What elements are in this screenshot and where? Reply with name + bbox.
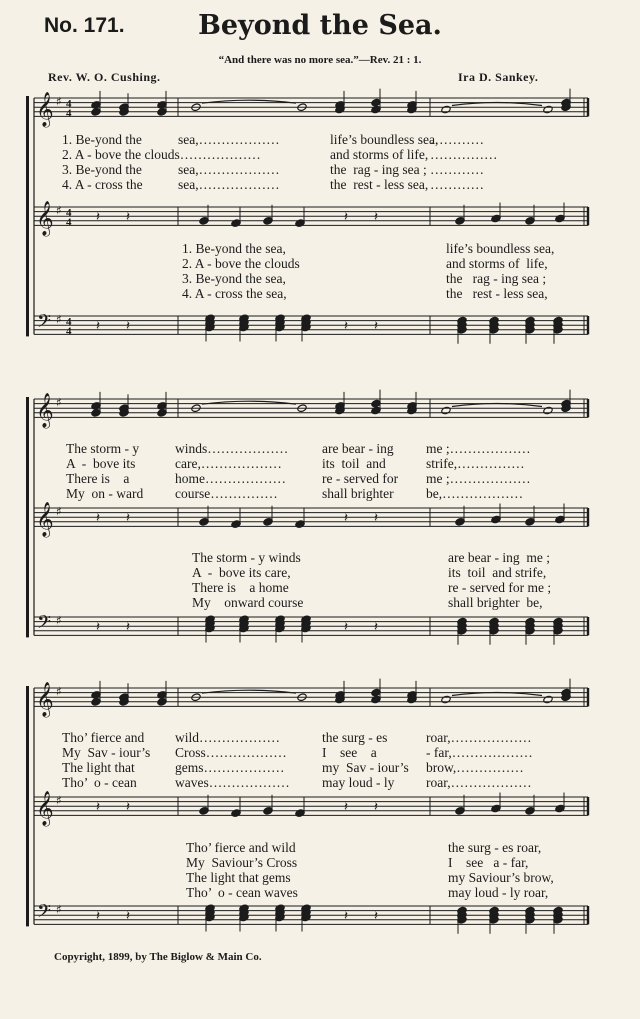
lyric-fragment: its toil and strife, bbox=[448, 565, 547, 580]
quarter-rest-icon: 𝄽 bbox=[374, 209, 378, 225]
lyric-fragment: gems……………… bbox=[175, 760, 285, 775]
quarter-rest-icon: 𝄽 bbox=[374, 619, 378, 635]
quarter-rest-icon: 𝄽 bbox=[126, 510, 130, 526]
staff-3-3 bbox=[34, 902, 588, 934]
lyric-fragment: 3. Be-yond the sea, bbox=[182, 271, 286, 286]
composer-credit: Ira D. Sankey. bbox=[458, 70, 539, 84]
system-brace bbox=[26, 397, 29, 637]
lyric-fragment: There is a bbox=[66, 471, 130, 486]
copyright-notice: Copyright, 1899, by The Biglow & Main Co. bbox=[54, 951, 262, 963]
lyric-fragment: course…………… bbox=[175, 486, 278, 501]
lyric-fragment: 2. A - bove the clouds bbox=[182, 256, 300, 271]
lyric-fragment: A - bove its care, bbox=[192, 565, 291, 580]
lyric-fragment: re - served for me ; bbox=[448, 580, 552, 595]
sharp-icon: ♯ bbox=[56, 94, 62, 109]
lyric-fragment: ………… bbox=[430, 132, 484, 147]
sharp-icon: ♯ bbox=[56, 395, 62, 410]
lyric-fragment: be,……………… bbox=[426, 486, 524, 501]
quarter-rest-icon: 𝄽 bbox=[96, 510, 100, 526]
bass-clef-icon: 𝄢 bbox=[37, 901, 52, 927]
quarter-rest-icon: 𝄽 bbox=[126, 619, 130, 635]
system-brace bbox=[26, 686, 29, 926]
staff-1-3 bbox=[34, 312, 588, 344]
treble-clef-icon: 𝄞 bbox=[36, 201, 54, 237]
hymn-title: Beyond the Sea. bbox=[198, 10, 442, 41]
lyric-fragment: waves……………… bbox=[175, 775, 290, 790]
lyric-fragment: the rest - less sea, bbox=[446, 286, 548, 301]
quarter-rest-icon: 𝄽 bbox=[96, 209, 100, 225]
note-head bbox=[441, 105, 451, 114]
lyric-fragment: ………… bbox=[430, 177, 484, 192]
lyric-fragment: The light that bbox=[62, 760, 135, 775]
lyric-fragment: sea,……………… bbox=[178, 177, 280, 192]
quarter-rest-icon: 𝄽 bbox=[126, 908, 130, 924]
quarter-rest-icon: 𝄽 bbox=[344, 908, 348, 924]
lyric-fragment: are bear - ing bbox=[322, 441, 394, 456]
lyric-fragment: 4. A - cross the sea, bbox=[182, 286, 287, 301]
quarter-rest-icon: 𝄽 bbox=[96, 799, 100, 815]
quarter-rest-icon: 𝄽 bbox=[96, 318, 100, 334]
lyric-fragment: life’s boundless sea, bbox=[330, 132, 439, 147]
lyric-fragment: strife,…………… bbox=[426, 456, 525, 471]
lyric-fragment: life’s boundless sea, bbox=[446, 241, 555, 256]
lyric-fragment: me ;……………… bbox=[426, 471, 531, 486]
lyric-fragment: A - bove its bbox=[66, 456, 136, 471]
sharp-icon: ♯ bbox=[56, 312, 62, 327]
lyric-fragment: The light that gems bbox=[186, 870, 291, 885]
quarter-rest-icon: 𝄽 bbox=[374, 799, 378, 815]
system-brace bbox=[26, 96, 29, 336]
lyric-fragment: ………… bbox=[430, 162, 484, 177]
lyric-fragment: shall brighter be, bbox=[448, 595, 543, 610]
lyric-fragment: sea,……………… bbox=[178, 162, 280, 177]
treble-clef-icon: 𝄞 bbox=[36, 682, 54, 718]
lyric-fragment: Tho’ fierce and bbox=[62, 730, 145, 745]
bass-clef-icon: 𝄢 bbox=[37, 311, 52, 337]
lyric-fragment: 1. Be-yond the bbox=[62, 132, 142, 147]
sharp-icon: ♯ bbox=[56, 504, 62, 519]
lyric-fragment: my Sav - iour’s bbox=[322, 760, 409, 775]
lyric-fragment: the surg - es bbox=[322, 730, 388, 745]
note-head bbox=[543, 695, 553, 704]
time-signature-bottom: 4 bbox=[66, 216, 72, 229]
sharp-icon: ♯ bbox=[56, 902, 62, 917]
lyric-fragment: Tho’ o - cean bbox=[62, 775, 137, 790]
sharp-icon: ♯ bbox=[56, 793, 62, 808]
staff-1-1 bbox=[34, 89, 588, 129]
lyric-fragment: me ;……………… bbox=[426, 441, 531, 456]
lyric-fragment: brow,…………… bbox=[426, 760, 524, 775]
lyric-fragment: The storm - y winds bbox=[192, 550, 301, 565]
note-head bbox=[441, 406, 451, 415]
note-head bbox=[441, 695, 451, 704]
bass-clef-icon: 𝄢 bbox=[37, 612, 52, 638]
staff-2-2 bbox=[34, 502, 588, 538]
treble-clef-icon: 𝄞 bbox=[36, 791, 54, 827]
lyricist-credit: Rev. W. O. Cushing. bbox=[48, 70, 161, 84]
time-signature-bottom: 4 bbox=[66, 325, 72, 338]
lyric-fragment: sea,……………… bbox=[178, 132, 280, 147]
time-signature-top: 4 bbox=[66, 207, 72, 220]
lyric-fragment: - far,……………… bbox=[426, 745, 533, 760]
hymn-number: No. 171. bbox=[44, 14, 125, 37]
lyric-fragment: shall brighter bbox=[322, 486, 394, 501]
lyric-fragment: winds……………… bbox=[175, 441, 289, 456]
lyric-fragment: roar,……………… bbox=[426, 775, 532, 790]
quarter-rest-icon: 𝄽 bbox=[126, 799, 130, 815]
time-signature-bottom: 4 bbox=[66, 107, 72, 120]
lyric-fragment: the rest - less sea, bbox=[330, 177, 429, 192]
lyric-fragment: There is a home bbox=[192, 580, 289, 595]
staff-1-2 bbox=[34, 201, 588, 237]
lyric-fragment: may loud - ly bbox=[322, 775, 395, 790]
quarter-rest-icon: 𝄽 bbox=[344, 209, 348, 225]
staff-2-1 bbox=[34, 390, 588, 430]
lyric-fragment: re - served for bbox=[322, 471, 399, 486]
quarter-rest-icon: 𝄽 bbox=[126, 318, 130, 334]
lyric-fragment: My Sav - iour’s bbox=[62, 745, 151, 760]
quarter-rest-icon: 𝄽 bbox=[344, 799, 348, 815]
lyric-fragment: the rag - ing sea ; bbox=[446, 271, 547, 286]
quarter-rest-icon: 𝄽 bbox=[344, 318, 348, 334]
lyric-fragment: may loud - ly roar, bbox=[448, 885, 549, 900]
quarter-rest-icon: 𝄽 bbox=[126, 209, 130, 225]
quarter-rest-icon: 𝄽 bbox=[374, 510, 378, 526]
sharp-icon: ♯ bbox=[56, 203, 62, 218]
scripture-epigraph: “And there was no more sea.”—Rev. 21 : 1. bbox=[218, 54, 422, 66]
lyric-fragment: I see a - far, bbox=[448, 855, 529, 870]
lyric-fragment: and storms of life, bbox=[446, 256, 548, 271]
lyric-fragment: Tho’ o - cean waves bbox=[186, 885, 298, 900]
lyric-fragment: my Saviour’s brow, bbox=[448, 870, 554, 885]
lyric-fragment: I see a bbox=[322, 745, 377, 760]
lyric-fragment: 4. A - cross the bbox=[62, 177, 143, 192]
lyric-fragment: are bear - ing me ; bbox=[448, 550, 550, 565]
note-head bbox=[543, 105, 553, 114]
quarter-rest-icon: 𝄽 bbox=[344, 619, 348, 635]
lyric-fragment: 3. Be-yond the bbox=[62, 162, 142, 177]
lyric-fragment: wild……………… bbox=[175, 730, 281, 745]
lyric-fragment: and storms of life, bbox=[330, 147, 429, 162]
sharp-icon: ♯ bbox=[56, 613, 62, 628]
treble-clef-icon: 𝄞 bbox=[36, 393, 54, 429]
lyric-fragment: My onward course bbox=[192, 595, 304, 610]
quarter-rest-icon: 𝄽 bbox=[96, 908, 100, 924]
staff-3-1 bbox=[34, 679, 588, 719]
lyric-fragment: Tho’ fierce and wild bbox=[186, 840, 296, 855]
lyric-fragment: …………… bbox=[430, 147, 498, 162]
lyric-fragment: the surg - es roar, bbox=[448, 840, 542, 855]
lyric-fragment: Cross……………… bbox=[175, 745, 287, 760]
sharp-icon: ♯ bbox=[56, 684, 62, 699]
quarter-rest-icon: 𝄽 bbox=[96, 619, 100, 635]
lyric-fragment: home……………… bbox=[175, 471, 286, 486]
staff-2-3 bbox=[34, 613, 588, 645]
lyric-fragment: My on - ward bbox=[66, 486, 144, 501]
treble-clef-icon: 𝄞 bbox=[36, 92, 54, 128]
time-signature-top: 4 bbox=[66, 316, 72, 329]
quarter-rest-icon: 𝄽 bbox=[374, 318, 378, 334]
lyric-fragment: 1. Be-yond the sea, bbox=[182, 241, 286, 256]
quarter-rest-icon: 𝄽 bbox=[374, 908, 378, 924]
lyric-fragment: its toil and bbox=[322, 456, 386, 471]
lyric-fragment: 2. A - bove the clouds……………… bbox=[62, 147, 261, 162]
lyric-fragment: My Saviour’s Cross bbox=[186, 855, 298, 870]
staff-3-2 bbox=[34, 791, 588, 827]
lyric-fragment: The storm - y bbox=[66, 441, 140, 456]
quarter-rest-icon: 𝄽 bbox=[344, 510, 348, 526]
lyric-fragment: roar,……………… bbox=[426, 730, 532, 745]
note-head bbox=[543, 406, 553, 415]
lyric-fragment: the rag - ing sea ; bbox=[330, 162, 427, 177]
lyric-fragment: care,……………… bbox=[175, 456, 282, 471]
treble-clef-icon: 𝄞 bbox=[36, 502, 54, 538]
time-signature-top: 4 bbox=[66, 98, 72, 111]
